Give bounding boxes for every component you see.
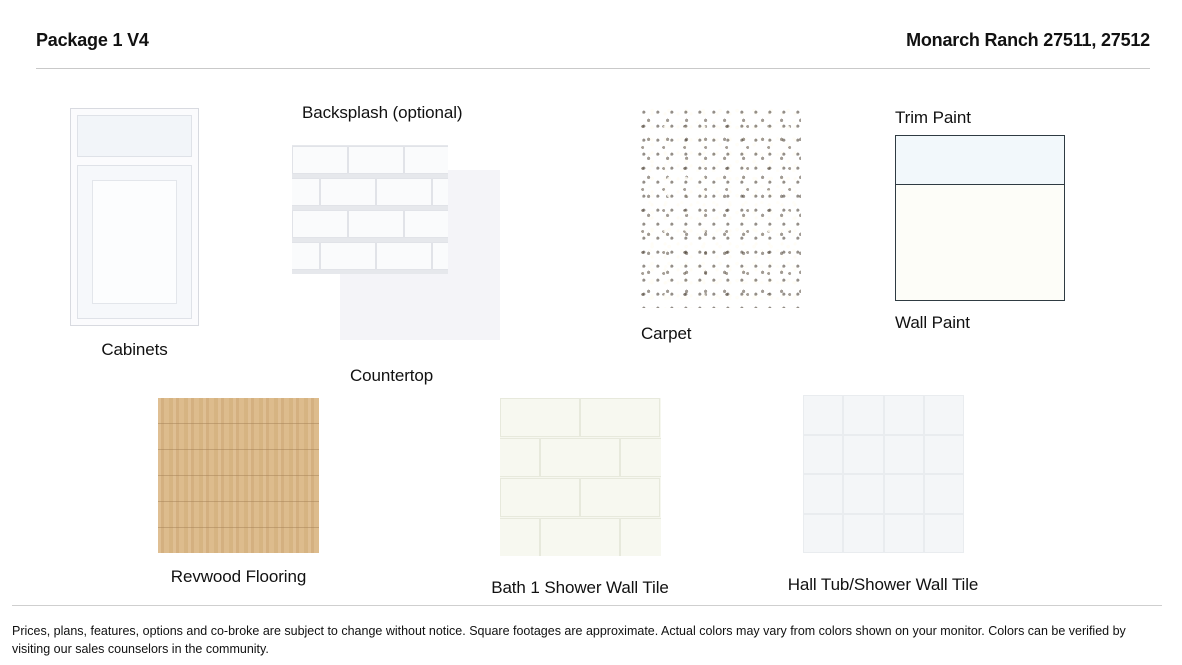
tile-row [500, 478, 661, 518]
hall-label: Hall Tub/Shower Wall Tile [787, 575, 979, 594]
wall-tile [580, 478, 660, 517]
brick-tile [348, 146, 404, 174]
wood-plank [158, 502, 319, 528]
wall-tile [580, 398, 660, 437]
cabinet-door-panel [92, 180, 177, 304]
tile-row [500, 438, 661, 478]
wall-tile [925, 515, 963, 553]
brick-tile [292, 178, 320, 206]
wood-plank [158, 398, 319, 424]
wall-tile [540, 438, 620, 477]
brick-row [292, 177, 448, 209]
brick-tile [320, 242, 376, 270]
wood-plank [158, 424, 319, 450]
community-title: Monarch Ranch 27511, 27512 [906, 30, 1150, 50]
brick-tile [376, 242, 432, 270]
wall-tile [925, 396, 963, 434]
tile-row [500, 398, 661, 438]
brick-tile [404, 146, 448, 174]
swatch-hall-tub-shower-wall-tile [787, 395, 1003, 595]
wall-tile [540, 518, 620, 556]
disclaimer-text: Prices, plans, features, options and co-broke are subject to change without notice. Square footages are approximate. Actual colors may vary from colors shown on your monitor. Colors can be verified by visiting our sales counselors in the community. [12, 624, 1126, 657]
wall-paint-swatch [896, 185, 1064, 300]
swatch-cabinets [70, 108, 199, 360]
header-divider [36, 68, 1150, 69]
brick-tile [404, 210, 448, 238]
brick-tile [292, 210, 348, 238]
backsplash-label: Backsplash (optional) [302, 103, 463, 122]
brick-tile [320, 178, 376, 206]
brick-tile [348, 210, 404, 238]
revwood-swatch-image [158, 398, 319, 553]
tile-row [500, 518, 661, 556]
countertop-label: Countertop [350, 366, 434, 385]
brick-tile [376, 178, 432, 206]
wall-tile [885, 436, 923, 474]
wall-tile [620, 438, 661, 477]
wall-tile [804, 436, 842, 474]
trim-paint-label: Trim Paint [895, 108, 971, 127]
paint-swatch-image [895, 135, 1065, 301]
wall-paint-label: Wall Paint [895, 313, 970, 332]
brick-tile [292, 146, 348, 174]
swatch-carpet [641, 108, 801, 344]
wall-tile [885, 515, 923, 553]
wall-tile [620, 518, 661, 556]
wall-tile [500, 438, 540, 477]
brick-row [292, 241, 448, 273]
revwood-label: Revwood Flooring [170, 567, 307, 586]
wall-tile [844, 515, 882, 553]
wall-tile [804, 475, 842, 513]
cabinet-drawer [77, 115, 192, 157]
wall-tile [844, 436, 882, 474]
wall-tile [804, 396, 842, 434]
brick-tile [292, 242, 320, 270]
brick-row [292, 145, 448, 177]
wall-tile [885, 396, 923, 434]
wall-tile [844, 396, 882, 434]
wall-tile [925, 436, 963, 474]
page-header [36, 30, 1150, 70]
brick-tile [432, 242, 448, 270]
wall-tile [804, 515, 842, 553]
page-title: Package 1 V4 [36, 30, 149, 50]
footer-divider [12, 605, 1162, 606]
wood-plank [158, 528, 319, 553]
cabinet-swatch-image [70, 108, 199, 326]
brick-tile [432, 178, 448, 206]
hall-swatch-image [803, 395, 964, 553]
cabinet-door [77, 165, 192, 319]
swatch-revwood-flooring [158, 398, 319, 587]
brick-row [292, 209, 448, 241]
wall-tile [500, 518, 540, 556]
swatch-paint [895, 108, 1065, 333]
carpet-label: Carpet [641, 324, 692, 343]
cabinets-label: Cabinets [101, 340, 168, 359]
wood-plank [158, 450, 319, 476]
trim-paint-swatch [896, 136, 1064, 185]
wall-tile [500, 398, 580, 437]
wall-tile [844, 475, 882, 513]
backsplash-swatch-image [292, 145, 448, 274]
wall-tile [925, 475, 963, 513]
wall-tile [885, 475, 923, 513]
swatch-bath1-shower-wall-tile [491, 398, 685, 598]
carpet-swatch-image [641, 108, 801, 308]
wood-plank [158, 476, 319, 502]
bath1-label: Bath 1 Shower Wall Tile [491, 578, 669, 597]
bath1-swatch-image [500, 398, 661, 556]
wall-tile [500, 478, 580, 517]
